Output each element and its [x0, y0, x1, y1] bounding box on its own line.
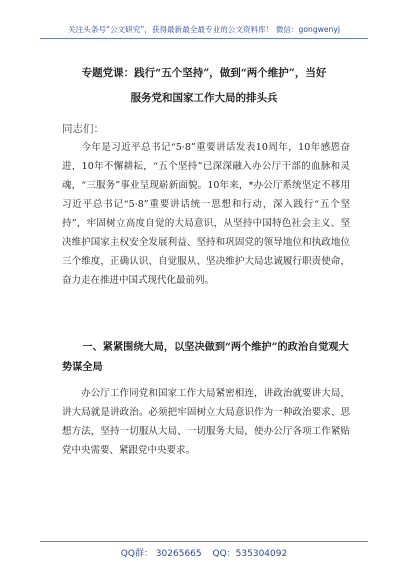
document-title-line1: 专题党课：践行“五个坚持”，做到“两个维护”，当好 — [81, 67, 327, 79]
document-title-line2: 服务党和国家工作大局的排头兵 — [130, 92, 278, 104]
greeting: 同志们： — [62, 123, 104, 135]
body-paragraph-2 — [62, 384, 350, 460]
footer-divider — [40, 541, 368, 542]
paragraph-1-text: 今年是习近平总书记“5·8”重要讲话发表10周年，10年感恩奋进，10年不懈耕耘，“五个坚持”已深深融入办公厅干部的血脉和灵魂，“三服务”事业呈现崭新面貌。10年来，*办公厅系统坚定不移用习近平总书记“5·8”重要讲话统一思想和行动，深入践行“五个坚持”，牢固树立高度自觉的大局意识，从坚持中国特色社会主义、坚决维护国家主权安全发展利益、坚持和巩固党的领导地位和执政地位三个维度，正确认识、自觉服从、坚决维护大局忠诚履行职责使命，奋力走在推进中国式现代化最前列。 — [62, 142, 350, 286]
header-banner: 关注头条号“公文研究”，获得最新最全最专业的公文资料库！ 微信：gongwenyj — [68, 25, 340, 34]
body-paragraph-1 — [62, 138, 350, 290]
footer-qq-group: QQ群： 30265665 — [120, 549, 202, 559]
paragraph-2-text: 办公厅工作同党和国家工作大局紧密相连，讲政治就要讲大局，讲大局就是讲政治。必须把牢固树立大局意识作为一种政治要求、思想方法，坚持一切服从大局、一切服务大局，使办公厅各项工作紧贴党中央需要、紧跟党中央要求。 — [62, 388, 350, 456]
header-divider — [40, 38, 368, 39]
footer-qq: QQ：535304092 — [212, 549, 288, 559]
footer-contact — [0, 546, 408, 559]
section-heading-1: 一、紧紧围绕大局，以坚决做到“两个维护”的政治自觉观大势谋全局 — [62, 341, 349, 373]
